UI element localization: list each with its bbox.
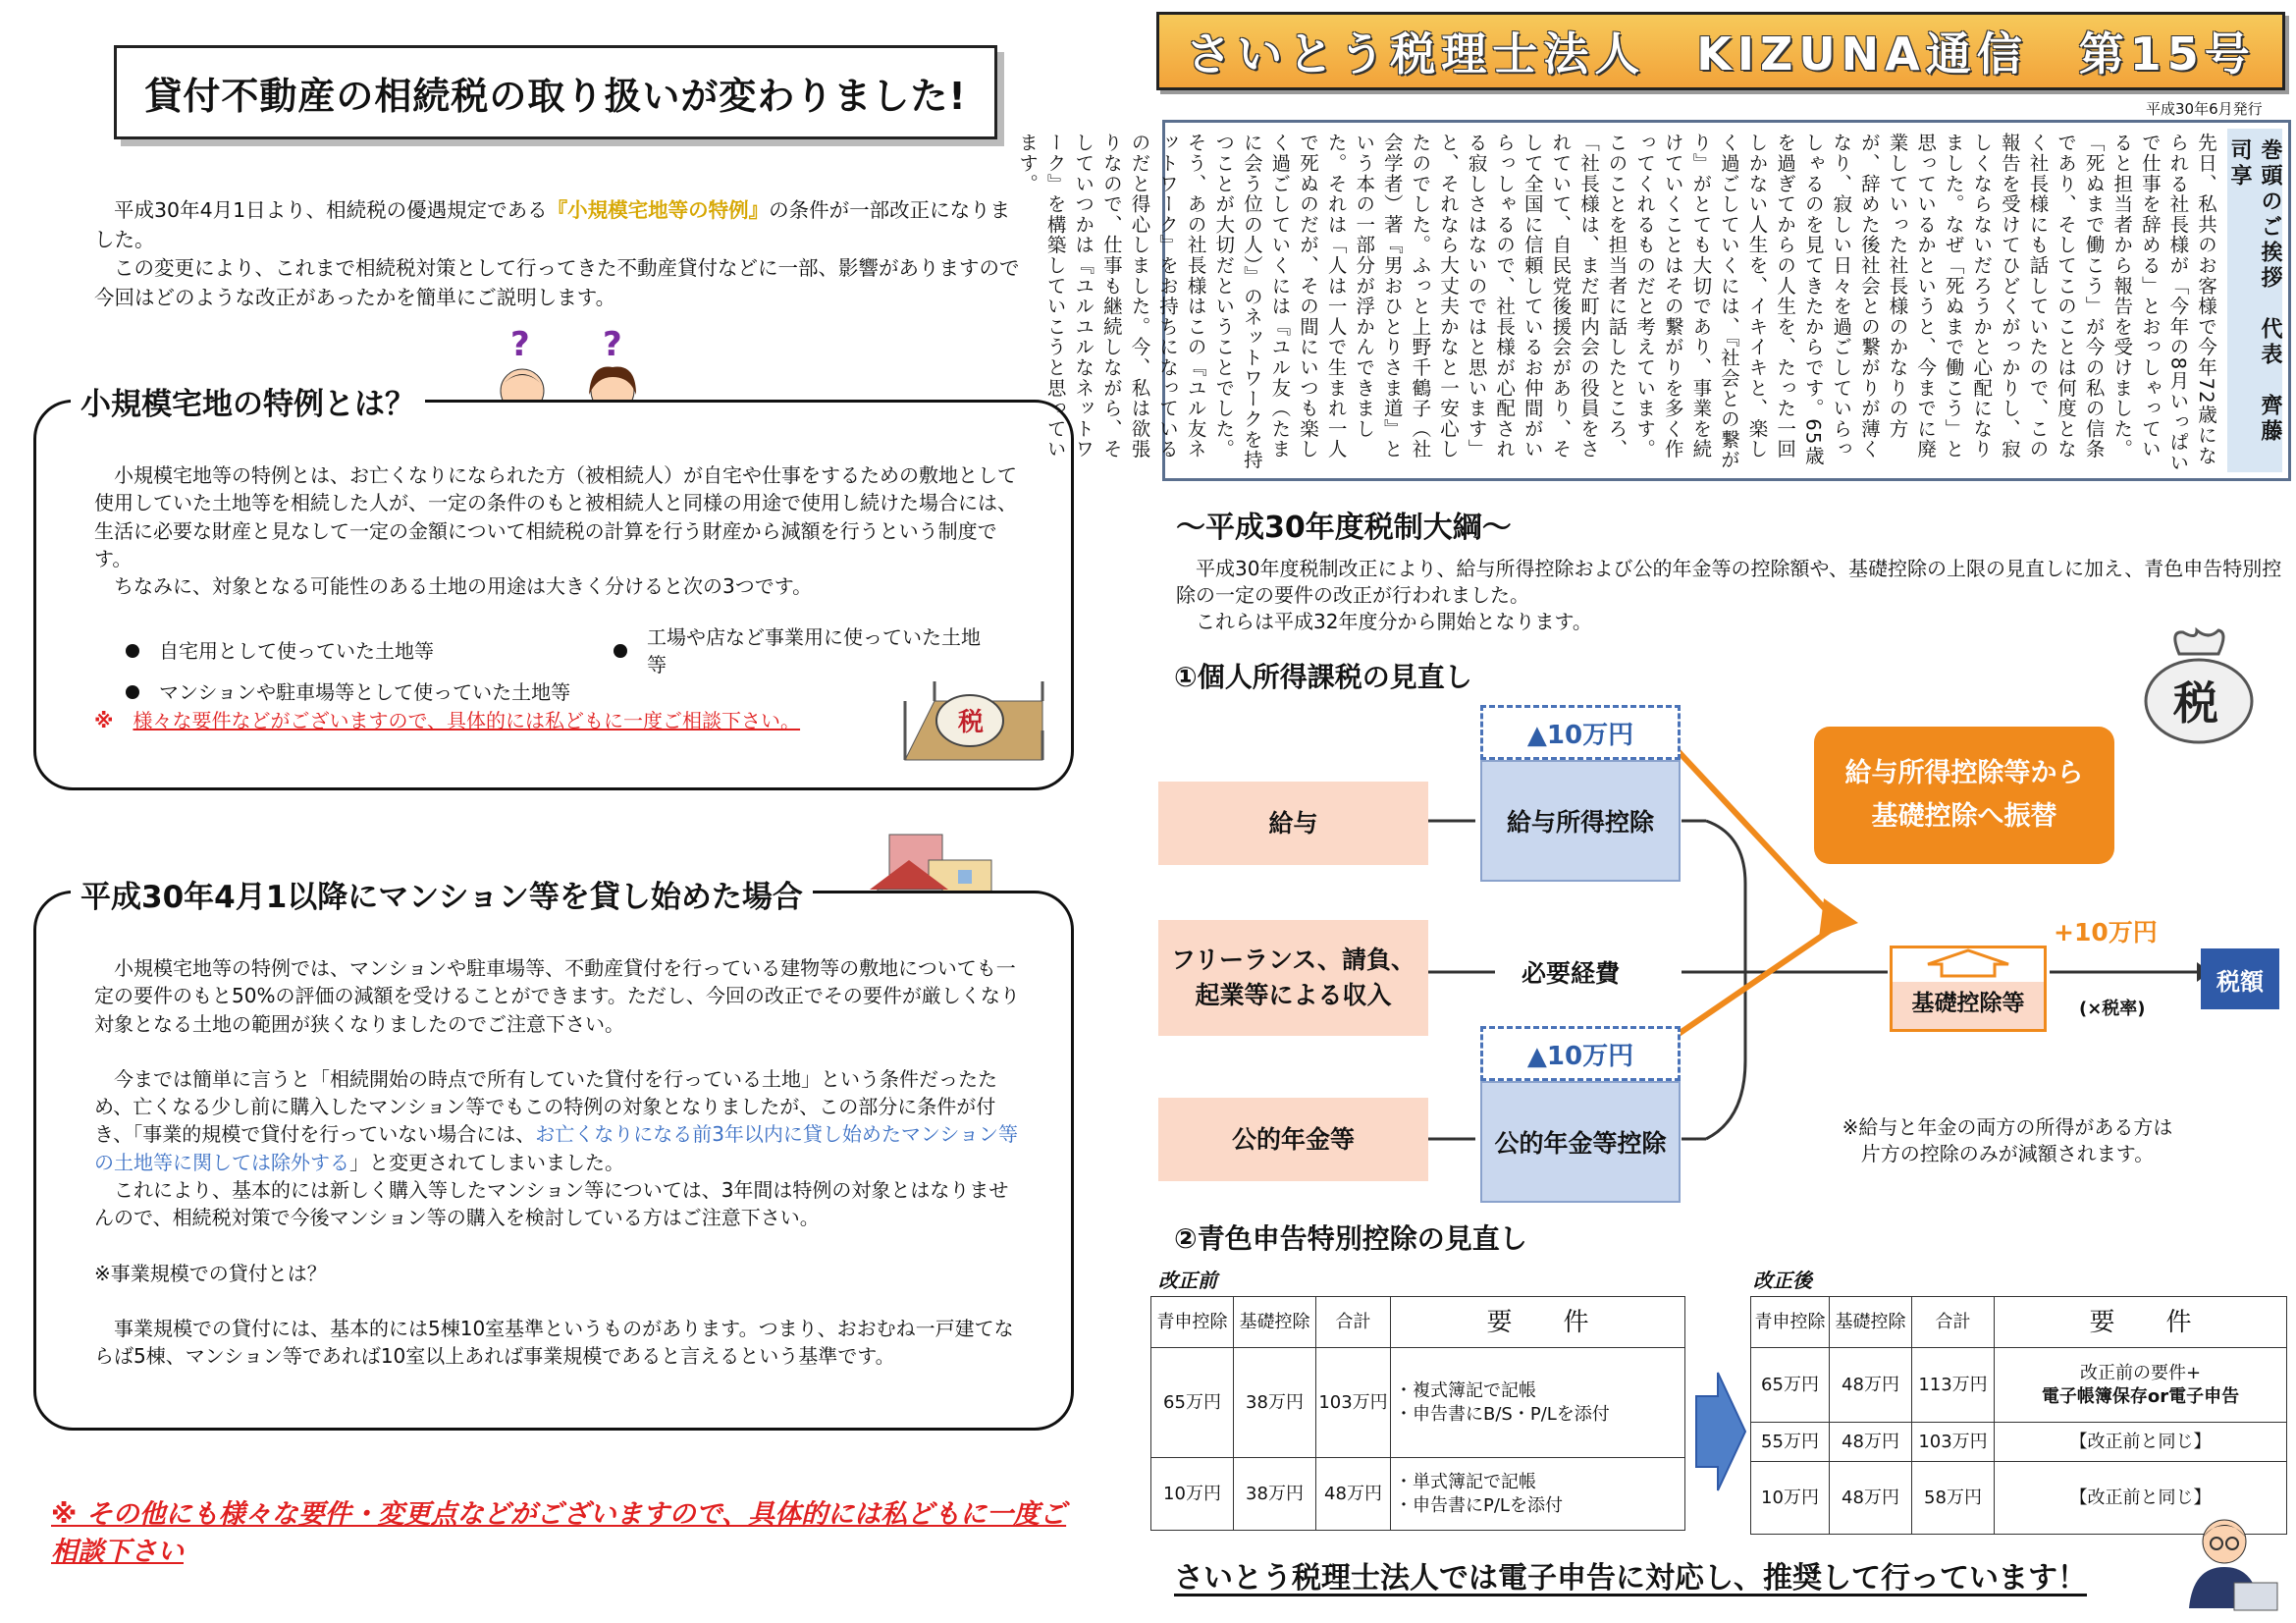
pension-minus-box: ▲10万円 (1480, 1026, 1681, 1081)
column-label: 巻頭のご挨拶 代表 齊藤 司享 (2227, 129, 2282, 472)
final-consult-note: ※ その他にも様々な要件・変更点などがございますので、具体的には私どもに一度ご相談下さい (51, 1499, 1067, 1567)
note-mark: ※ (94, 709, 114, 732)
mansion-description (94, 954, 1027, 1371)
intro-line1-end: の条件が一部改正になりました。 (94, 198, 1011, 251)
diagram-note: ※給与と年金の両方の所得がある方は 片方の控除のみが減額されます。 (1842, 1115, 2173, 1165)
pension-deduction-box: 公的年金等控除 (1480, 1081, 1681, 1203)
question-mark-left: ? (510, 325, 530, 364)
small-land-p1: 小規模宅地等の特例とは、お亡くなりになられた方（被相続人）が自宅や仕事をするための敷地として使用していた土地等を相続した人が、一定の条件のもと被相続人と同様の用途で使用し続けた場合には、生活に必要な財産と見なして一定の金額について相続税の計算を行う財産から減額を行うという制度です。 (94, 463, 1017, 570)
after-label: 改正後 (1753, 1269, 1812, 1292)
table-row: 10万円 48万円 58万円 【改正前と同じ】 (1751, 1462, 2287, 1535)
pension-box: 公的年金等 (1158, 1098, 1428, 1181)
intro-line1: 平成30年4月1日より、相続税の優遇規定である (114, 198, 548, 222)
mansion-heading: 平成30年4月1以降にマンション等を貸し始めた場合 (71, 872, 813, 916)
salary-box: 給与 (1158, 782, 1428, 865)
table-row: 55万円 48万円 103万円 【改正前と同じ】 (1751, 1423, 2287, 1462)
table-row: 65万円 48万円 113万円 改正前の要件+ 電子帳簿保存or電子申告 (1751, 1348, 2287, 1423)
issue-date: 平成30年6月発行 (2146, 100, 2263, 118)
tax-bag-label: 税 (2173, 676, 2218, 730)
tax-amount-box: 税額 (2201, 948, 2279, 1009)
mansion-highlight: お亡くなりになる前3年以内に貸し始めたマンション等の土地等に関しては除外する (94, 1122, 1019, 1174)
change-arrow-icon (1696, 1373, 1745, 1490)
before-label: 改正前 (1158, 1269, 1217, 1292)
greeting-column (1016, 120, 2291, 481)
small-land-heading: 小規模宅地の特例とは？ (71, 379, 425, 423)
blue-return-heading: ②青色申告特別控除の見直し (1174, 1222, 1527, 1255)
basic-deduction-box: 基礎控除等 (1890, 946, 2047, 1032)
transfer-box: 給与所得控除等から 基礎控除へ振替 (1814, 727, 2114, 864)
tax-reform-intro: 平成30年度税制改正により、給与所得控除および公的年金等の控除額や、基礎控除の上限の見直しに加え、青色申告特別控除の一定の要件の改正が行われました。 これらは平成32年度分から開始となります。 (1176, 557, 2282, 633)
mansion-p4: 事業規模での貸付には、基本的には5棟10室基準というものがあります。つまり、おおむね一戸建てならば5棟、マンション等であれば10室以上あれば事業規模であると言えるという基準です。 (94, 1316, 1014, 1369)
e-filing-message: さいとう税理士法人では電子申告に対応し、推奨して行っています！ (1174, 1561, 2087, 1596)
mansion-p3: これにより、基本的には新しく購入等したマンション等については、3年間は特例の対象とはなりませんので、相続税対策で今後マンション等の購入を検討している方はご注意下さい。 (94, 1178, 1009, 1230)
before-table: 青申控除 基礎控除 合計 要 件 65万円 38万円 103万円 ・複式簿記で記帳 ・申告書にB/S・P/Lを添付 10万円 38万円 48万円 ・単式簿記で記帳 ・申告書にP/Lを添付 (1150, 1296, 1685, 1531)
question-mark-right: ? (603, 325, 622, 364)
tax-reform-heading: ～平成30年度税制大綱～ (1176, 511, 1512, 545)
plus-10-label: +10万円 (2054, 918, 2158, 947)
small-land-p2: ちなみに、対象となる可能性のある土地の用途は大きく分けると次の3つです。 (114, 574, 813, 599)
tax-label: 税 (958, 708, 985, 737)
table-row: 10万円 38万円 48万円 ・単式簿記で記帳 ・申告書にP/Lを添付 (1151, 1458, 1685, 1531)
page-title: 貸付不動産の相続税の取り扱いが変わりました! (114, 45, 997, 139)
freelance-box: フリーランス、請負、 起業等による収入 (1158, 920, 1428, 1036)
note-text: 様々な要件などがございますので、具体的には私どもに一度ご相談下さい。 (133, 709, 801, 732)
up-arrow-icon (1893, 948, 2044, 982)
salary-deduction-box: 給与所得控除 (1480, 760, 1681, 882)
after-table: 青申控除 基礎控除 合計 要 件 65万円 48万円 113万円 改正前の要件+ 電子帳簿保存or電子申告 55万円 48万円 103万円 【改正前と同じ】 10万円 48万円 58万円 【改正前と同じ】 (1750, 1296, 2287, 1535)
expenses-label: 必要経費 (1522, 959, 1621, 988)
mansion-p1: 小規模宅地等の特例では、マンションや駐車場等、不動産貸付を行っている建物等の敷地についても一定の要件のもと50%の評価の減額を受けることができます。ただし、今回の改正でその要件が厳しくなり対象となる土地の範囲が狭くなりましたのでご注意下さい。 (94, 956, 1020, 1036)
list-item: 工場や店など事業用に使っていた土地等 (614, 623, 989, 678)
list-item: マンションや駐車場等として使っていた土地等 (126, 678, 570, 706)
income-tax-heading: ①個人所得課税の見直し (1174, 661, 1472, 693)
small-land-description (94, 461, 1027, 600)
mansion-p2: 今までは簡単に言うと「相続開始の時点で所有していた貸付を行っている土地」という条件だったため、亡くなる少し前に購入したマンション等でもこの特例の対象となりましたが、この部分に条件が付き、「事業的規模で貸付を行っていない場合には、お亡くなりになる前3年以内に貸し始めたマンション等の土地等に関しては除外する」と変更されてしまいました。 (94, 1066, 1019, 1174)
businessman-illustration (2179, 1510, 2281, 1616)
salary-minus-box: ▲10万円 (1480, 705, 1681, 760)
intro-highlight: 『小規模宅地等の特例』 (547, 198, 770, 222)
intro-line2: この変更により、これまで相続税対策として行ってきた不動産貸付などに一部、影響がありますので今回はどのような改正があったかを簡単にご説明します。 (94, 256, 1020, 309)
consult-note (94, 705, 800, 733)
newsletter-banner: さいとう税理士法人 KIZUNA通信 第15号 (1156, 12, 2285, 90)
column-text: 先日、私共のお客様で今年72歳になられる社長様が「今年の8月いっぱいで仕事を辞める」とおっしゃっていると担当者から報告を受けました。「死ぬまで働こう」が今の私の信条であり、そしてこのことは何度となく社長様にも話していたので、この報告を受けてひどくがっかりし、寂しくならないだろうかと心配になりました。なぜ「死ぬまで働こう」と思っているかというと、今までに廃業していった社長様のかなりの方が、辞めた後社会との繋がりが薄くなり、寂しい日々を過ごしていらっしゃるのを見てきたからです。65歳を過ぎてからの人生を、たった一回しかない人生を、イキイキと、楽しく過ごしていくには、『社会との繋がり』がとても大切であり、事業を続けていくことはその繋がりを多く作ってくれるものだと考えています。このことを担当者に話したところ、「社長様は、まだ町内会の役員をされていて、自民党後援会があり、そして全国に信頼しているお仲間がいらっしゃるので、社長様が心配される寂しさはないのではと思います」と、それなら大丈夫かなと一安心したのでした。ふっと上野千鶴子（社会学者）著『男おひとりさま道』という本の一部分が浮かんできました。それは「人は一人で生まれ一人で死ぬのだが、その間にいつも楽しく過ごしていくには『ユル友（たまに会う位の人）』のネットワークを持つことが大切だということでした。そう、あの社長様はこの『ユル友ネットワーク』をお持ちになっているのだと得心しました。今、私は欲張りなので、仕事も継続しながら、そしていつかは『ユルユルなネットワーク』を構築していこうと思っています。 (1016, 133, 2217, 473)
intro-text (94, 196, 1027, 312)
table-row: 65万円 38万円 103万円 ・複式簿記で記帳 ・申告書にB/S・P/Lを添付 (1151, 1348, 1685, 1458)
tax-rate-label: (×税率) (2079, 999, 2146, 1019)
business-scale-question: ※事業規模での貸付とは？ (94, 1261, 327, 1285)
tax-land-illustration (895, 672, 1050, 770)
list-item: 自宅用として使っていた土地等 (126, 623, 535, 678)
